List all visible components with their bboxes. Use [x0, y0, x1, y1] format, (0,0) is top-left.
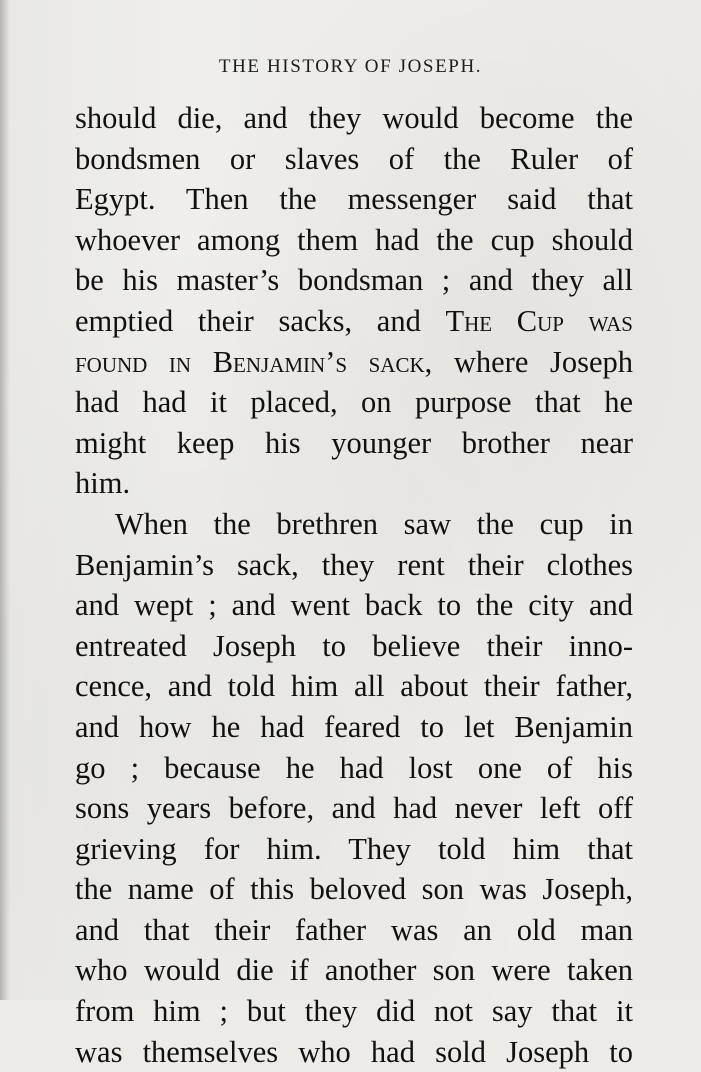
text-line — [75, 342, 633, 383]
text-line — [75, 463, 633, 504]
text-segment: the name of this beloved son was Joseph, — [75, 872, 633, 907]
text-segment: entreated Joseph to believe their inno- — [75, 628, 633, 663]
text-segment: sons years before, and had never left off — [75, 791, 633, 826]
text-segment: bondsmen or slaves of the Ruler of — [75, 141, 633, 176]
text-line — [75, 910, 633, 951]
text-segment: had had it placed, on purpose that he — [75, 385, 633, 420]
text-line — [75, 260, 633, 301]
text-line — [75, 707, 633, 748]
text-segment: and how he had feared to let Benjamin — [75, 709, 633, 744]
text-segment: who would die if another son were taken — [75, 953, 633, 988]
text-line — [75, 991, 633, 1032]
text-line — [75, 545, 633, 586]
text-line — [75, 869, 633, 910]
page-gutter-shadow — [0, 0, 10, 1000]
text-line — [75, 382, 633, 423]
text-segment: him. — [75, 466, 131, 501]
text-line — [75, 504, 633, 545]
text-segment: should die, and they would become the — [75, 101, 633, 135]
text-line — [75, 666, 633, 707]
text-line — [75, 585, 633, 626]
text-line — [75, 139, 633, 180]
text-segment: When the brethren saw the cup in — [115, 506, 633, 541]
text-segment: and that their father was an old man — [75, 912, 633, 947]
text-segment: Benjamin’s sack, they rent their clothes — [75, 547, 633, 582]
text-line — [75, 179, 633, 220]
text-segment: and wept ; and went back to the city and — [75, 588, 633, 623]
body-text — [75, 98, 633, 1072]
text-line — [75, 1032, 633, 1072]
text-segment: cence, and told him all about their father, — [75, 669, 633, 704]
text-line — [75, 220, 633, 261]
text-line — [75, 301, 633, 342]
text-segment: emptied their sacks, and — [75, 303, 446, 338]
running-head: THE HISTORY OF JOSEPH. — [218, 56, 483, 77]
small-caps-text: The Cup was — [445, 303, 633, 338]
text-line — [75, 748, 633, 789]
text-segment: be his master’s bondsman ; and they all — [75, 263, 633, 298]
text-segment: Egypt. Then the messenger said that — [75, 182, 633, 217]
text-line — [75, 423, 633, 464]
text-segment: grieving for him. They told him that — [75, 831, 633, 866]
text-line — [75, 788, 633, 829]
text-segment: might keep his younger brother near — [75, 425, 633, 460]
text-line — [75, 98, 633, 139]
text-line — [75, 829, 633, 870]
text-line — [75, 626, 633, 667]
text-segment: from him ; but they did not say that it — [75, 994, 633, 1029]
text-segment: where Joseph — [432, 344, 633, 379]
text-segment: was themselves who had sold Joseph to — [75, 1034, 633, 1069]
text-line — [75, 950, 633, 991]
text-segment: whoever among them had the cup should — [75, 222, 633, 257]
text-segment: go ; because he had lost one of his — [75, 750, 633, 785]
small-caps-text: found in Benjamin’s sack, — [75, 344, 433, 379]
